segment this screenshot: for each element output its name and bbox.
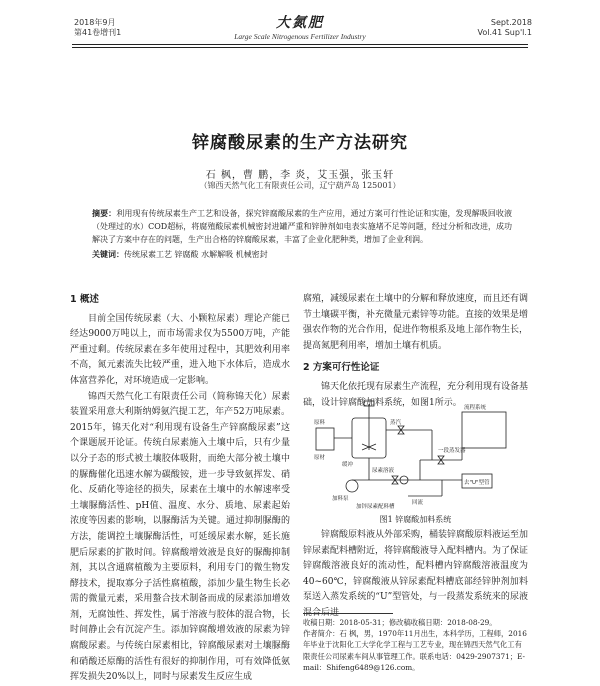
section-1-heading: 1 概述 [70, 294, 99, 305]
abstract-text: 利用现有传统尿素生产工艺和设备，探究锌腐酸尿素的生产应用，通过方案可行性论证和实施，发现解吸回收液（处理过的水）COD超标，将腐殖酸尿素机械密封进罐严重和锌肿剂如电表实施堵不足等问题，经过分析和改进，成功解决了方案中存在的问题，生产出合格的锌腐酸尿素，丰富了企业化肥种类，增加了企业利润。 [92, 209, 513, 244]
abstract-label: 摘要： [92, 209, 117, 218]
label-drain: 尿素溶液 [372, 468, 395, 474]
paper-authors: 石 枫，曹 鹏，李 炎，艾玉强，张玉轩 [205, 170, 395, 181]
label-hot-water: 蒸汽 [390, 420, 402, 426]
footnote-rule [303, 613, 393, 614]
label-tank-top: 原材 [314, 455, 326, 461]
figure-caption: 图1 锌腐酸加料系统 [379, 515, 452, 524]
process-flow-figure [312, 400, 524, 518]
paragraph: 锌腐酸原料液从外部采购，桶装锌腐酸原料液运至加锌尿素配料槽附近，将锌腐酸液导入配料槽内。为了保证锌腐酸溶液良好的流动性，配料槽内锌腐酸溶液温度为40~60℃，锌腐酸液从锌尿素配料槽底部经锌肿剂加料泵送入蒸发系统的“U”型管处，与一段蒸发系统来的尿液混合后进 [303, 530, 529, 618]
header-left-date: 2018年9月 [74, 18, 116, 27]
label-tank: 加锌尿素配料槽 [356, 504, 395, 510]
paragraph-continuation: 腐殖，减缓尿素在土壤中的分解和释放速度，而且还有调节土壤碳平衡，补充微量元素锌等功能。直接的效果是增强农作物的光合作用，促进作物根系及地上部作物生长，提高氮肥利用率，增加土壤有机质。 [303, 294, 529, 351]
label-evap: 一段蒸发器 [438, 448, 466, 454]
header-rule [72, 44, 528, 45]
footnotes [303, 617, 528, 673]
footnote-received: 收稿日期：2018-05-31；修改稿收稿日期：2018-08-29。 [303, 618, 497, 627]
footnote-author: 作者简介：石 枫，男，1970年11月出生，本科学历，工程师，2016年毕业于沈阳化工大学化学工程与工艺专业，现在锦西天然气化工有限责任公司尿素车间从事管理工作。联系电话：0429-2907371；E-mail：Shifeng6489@126.com。 [303, 629, 527, 672]
label-tank-mid: 缓冲 [342, 462, 354, 468]
label-pump: 加料泵 [332, 496, 349, 502]
paragraph: 锦天化依托现有尿素生产流程，充分利用现有设备基础，设计锌腐酸加料系统，如图1所示。 [303, 381, 529, 408]
abstract [92, 207, 512, 246]
keywords-label: 关键词： [92, 249, 124, 259]
paper-title: 锌腐酸尿素的生产方法研究 [192, 133, 408, 153]
journal-subtitle: Large Scale Nitrogenous Fertilizer Industry [234, 32, 366, 41]
keywords [92, 248, 512, 261]
label-raw: 原料 [314, 420, 326, 426]
journal-header [0, 0, 600, 56]
paper-affiliation: （锦西天然气化工有限责任公司，辽宁葫芦岛 125001） [199, 181, 401, 190]
feed-pump [346, 480, 358, 492]
label-return: 回流 [412, 500, 424, 506]
flow-system-box [462, 412, 506, 448]
paragraph: 目前全国传统尿素（大、小颗粒尿素）理论产能已经达9000万吨以上，而市场需求仅为5500万吨，产能严重过剩。传统尿素在多年使用过程中，其肥效利用率不高，氮元素流失比较严重，进入地下水体后，造成水体富营养化，对环境造成一定影响。 [70, 313, 290, 386]
journal-logo: 大氮肥 [276, 15, 324, 31]
keywords-text: 传统尿素工艺 锌腐酸 水解解吸 机械密封 [124, 250, 268, 259]
label-flow-system: 流程系统 [464, 405, 487, 411]
issue-date-en [477, 18, 532, 38]
header-right-volume: Vol.41 Sup'l.1 [477, 28, 532, 37]
left-column [70, 292, 290, 686]
right-column-lower [303, 528, 528, 622]
header-left-volume: 第41卷增刊1 [74, 28, 122, 37]
raw-material-tank [316, 428, 334, 450]
section-2-heading: 2 方案可行性论证 [303, 362, 380, 374]
header-right-date: Sept.2018 [490, 18, 532, 27]
right-column [303, 292, 528, 411]
paragraph: 锦西天然气化工有限责任公司（简称锦天化）尿素装置采用意大利斯纳姆氨汽提工艺，年产52万吨尿素。2015年，锦天化对“利用现有设备生产锌腐酸尿素”这个课题展开论证。传统白尿素施入土壤中后，只有少量以分子态的形式被土壤胶体吸附，而绝大部分被土壤中的脲酶催化迅速水解为碳酸铵，进一步导致氨挥发、硝化、反硝化等途径的损失，尿素在土壤中的水解速率受土壤脲酶活性、pH值、温度、水分、质地、尿素起始浓度等因素的影响，以脲酶活为关键。通过抑制脲酶的方法，能调控土壤脲酶活性，可延缓尿素水解，延长施肥后尿素的扩散时间。锌腐酸增效液是良好的脲酶抑制剂，其以含通腐植酸为主要原料，利用专门的微生物发酵技术，提取寡分子活性腐植酸，添加少量生物生长必需的微量元素，采用螯合技术制备而成的尿素添加增效剂，无腐蚀性、挥发性，属于溶液与胶体的混合物，长时间静止会有沉淀产生。添加锌腐酸增效液的尿素为锌腐酸尿素。与传统白尿素相比，锌腐酸尿素对土壤脲酶和硝酸还原酶的活性有很好的抑制作用，可有效降低氨挥发损失20%以上，同时与尿素发生反应生成 [70, 391, 290, 683]
label-u-tube: 去"U"型管 [464, 480, 490, 486]
header-rule-thin [72, 47, 528, 48]
